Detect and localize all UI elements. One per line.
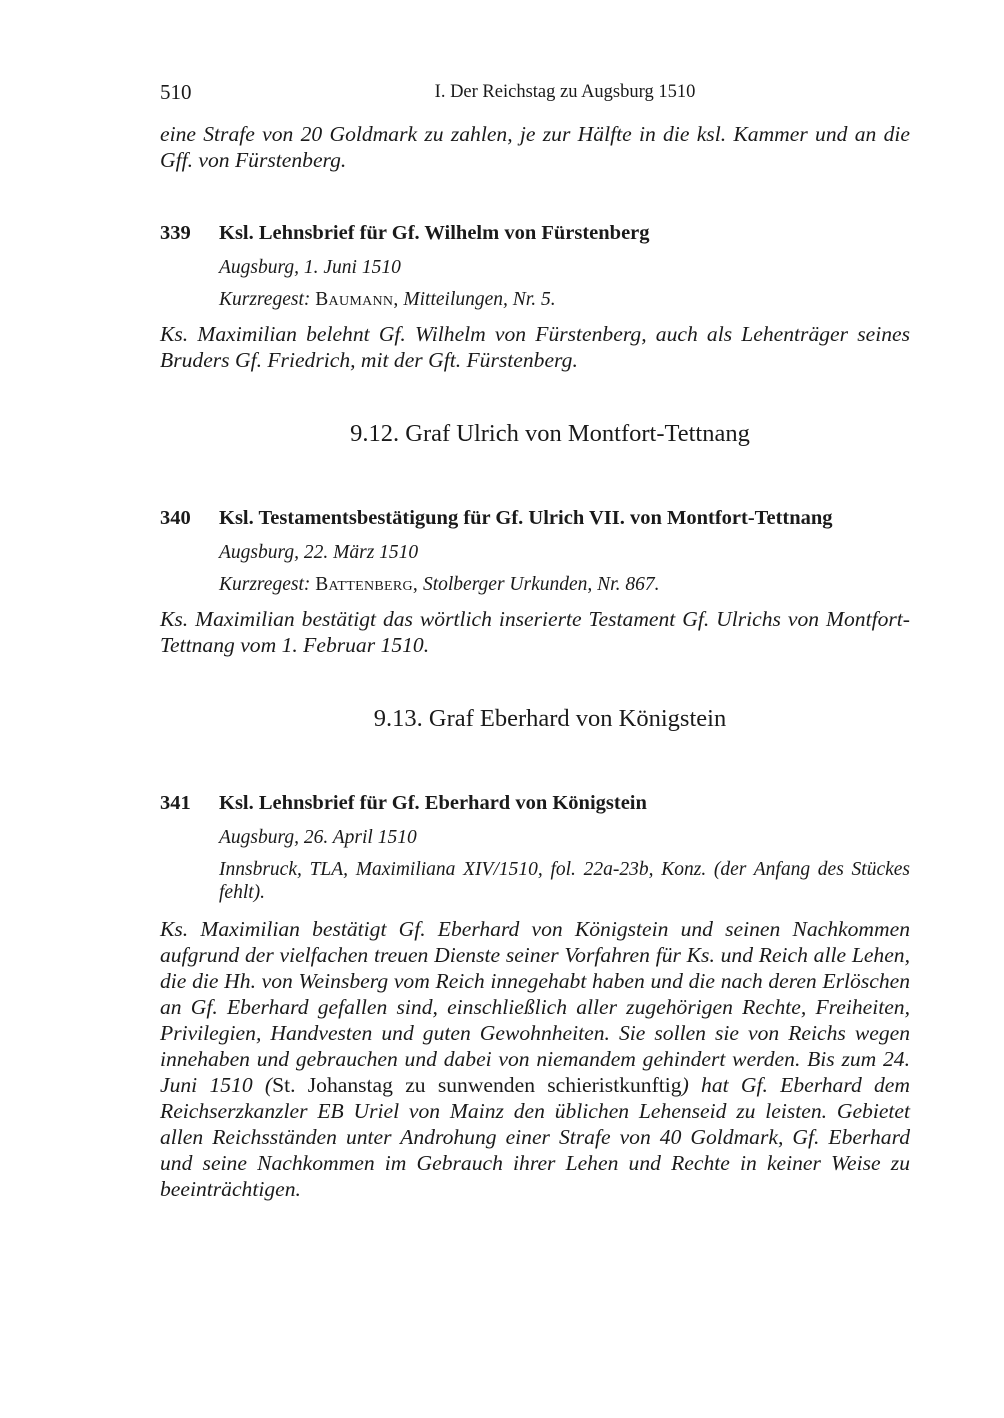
summary-text: Ks. Maximilian bestätigt Gf. Eberhard von Königstein und seinen Nachkommen aufgrund der vielfachen treuen Dienste seiner Vorfahren für Ks. und Reich alle Lehen, die die Hh. von Weinsberg vom Reich innegehabt haben und die nach deren Erlöschen an Gf. Eberhard gefallen sind, einschließlich aller zugehörigen Rechte, Freiheiten, Privilegien, Handvesten und guten Gewohnheiten. Sie sollen sie von Reichs wegen innehaben und gebrauchen und dabei von niemandem gehindert werden. Bis zum 24. Juni 1510 ( <box>160 917 910 1097</box>
entry-339-heading <box>160 222 920 245</box>
entry-340-source <box>219 573 910 596</box>
running-title: I. Der Reichstag zu Augsburg 1510 <box>434 82 696 102</box>
entry-title: Ksl. Lehnsbrief für Gf. Eberhard von Königstein <box>219 792 647 814</box>
entry-341-heading <box>160 792 920 815</box>
source-prefix: Kurzregest: <box>219 289 311 310</box>
document-page <box>160 0 910 1418</box>
entry-339-summary: Ks. Maximilian belehnt Gf. Wilhelm von Fürstenberg, auch als Lehenträger seines Bruders Gf. Friedrich, mit der Gft. Fürstenberg. <box>160 322 910 372</box>
entry-title: Ksl. Lehnsbrief für Gf. Wilhelm von Fürstenberg <box>219 222 650 244</box>
carryover-paragraph: eine Strafe von 20 Goldmark zu zahlen, je zur Hälfte in die ksl. Kammer und an die Gff. von Fürstenberg. <box>160 122 910 172</box>
entry-title: Ksl. Testamentsbestätigung für Gf. Ulrich VII. von Montfort-Tettnang <box>219 507 833 529</box>
entry-341-summary <box>160 916 910 1202</box>
entry-341-place-date: Augsburg, 26. April 1510 <box>219 827 417 848</box>
source-rest: Mitteilungen, Nr. 5. <box>403 289 556 310</box>
entry-340-place-date: Augsburg, 22. März 1510 <box>219 542 419 563</box>
entry-number: 340 <box>160 507 191 529</box>
section-heading-9-12: 9.12. Graf Ulrich von Montfort-Tettnang <box>350 420 750 447</box>
summary-text: ) hat Gf. Eberhard dem Reichserzkanzler EB Uriel von Mainz den üblichen Lehenseid zu leisten. Gebietet allen Reichsständen unter Androhung einer Strafe von 40 Goldmark, Gf. Eberhard und seine Nachkommen im Gebrauch ihrer Lehen und Rechte in keiner Weise zu beeinträchtigen. <box>160 1073 910 1201</box>
entry-340-heading <box>160 507 920 530</box>
source-rest: Stolberger Urkunden, Nr. 867. <box>422 574 660 595</box>
entry-339-source <box>219 288 910 311</box>
source-prefix: Kurzregest: <box>219 574 311 595</box>
entry-number: 341 <box>160 792 191 814</box>
quoted-source-text: St. Johanstag zu sunwenden schieristkunftig <box>272 1073 682 1097</box>
entry-340-summary: Ks. Maximilian bestätigt das wörtlich inserierte Testament Gf. Ulrichs von Montfort-Tettnang vom 1. Februar 1510. <box>160 607 910 657</box>
source-author: Baumann, <box>315 289 399 310</box>
entry-339-place-date: Augsburg, 1. Juni 1510 <box>219 257 401 278</box>
entry-number: 339 <box>160 222 191 244</box>
entry-341-source: Innsbruck, TLA, Maximiliana XIV/1510, fol. 22a-23b, Konz. (der Anfang des Stückes fehlt). <box>219 859 910 903</box>
source-author: Battenberg, <box>315 574 419 595</box>
page-number: 510 <box>160 80 192 104</box>
page-header <box>160 80 910 108</box>
section-heading-9-13: 9.13. Graf Eberhard von Königstein <box>373 705 727 732</box>
